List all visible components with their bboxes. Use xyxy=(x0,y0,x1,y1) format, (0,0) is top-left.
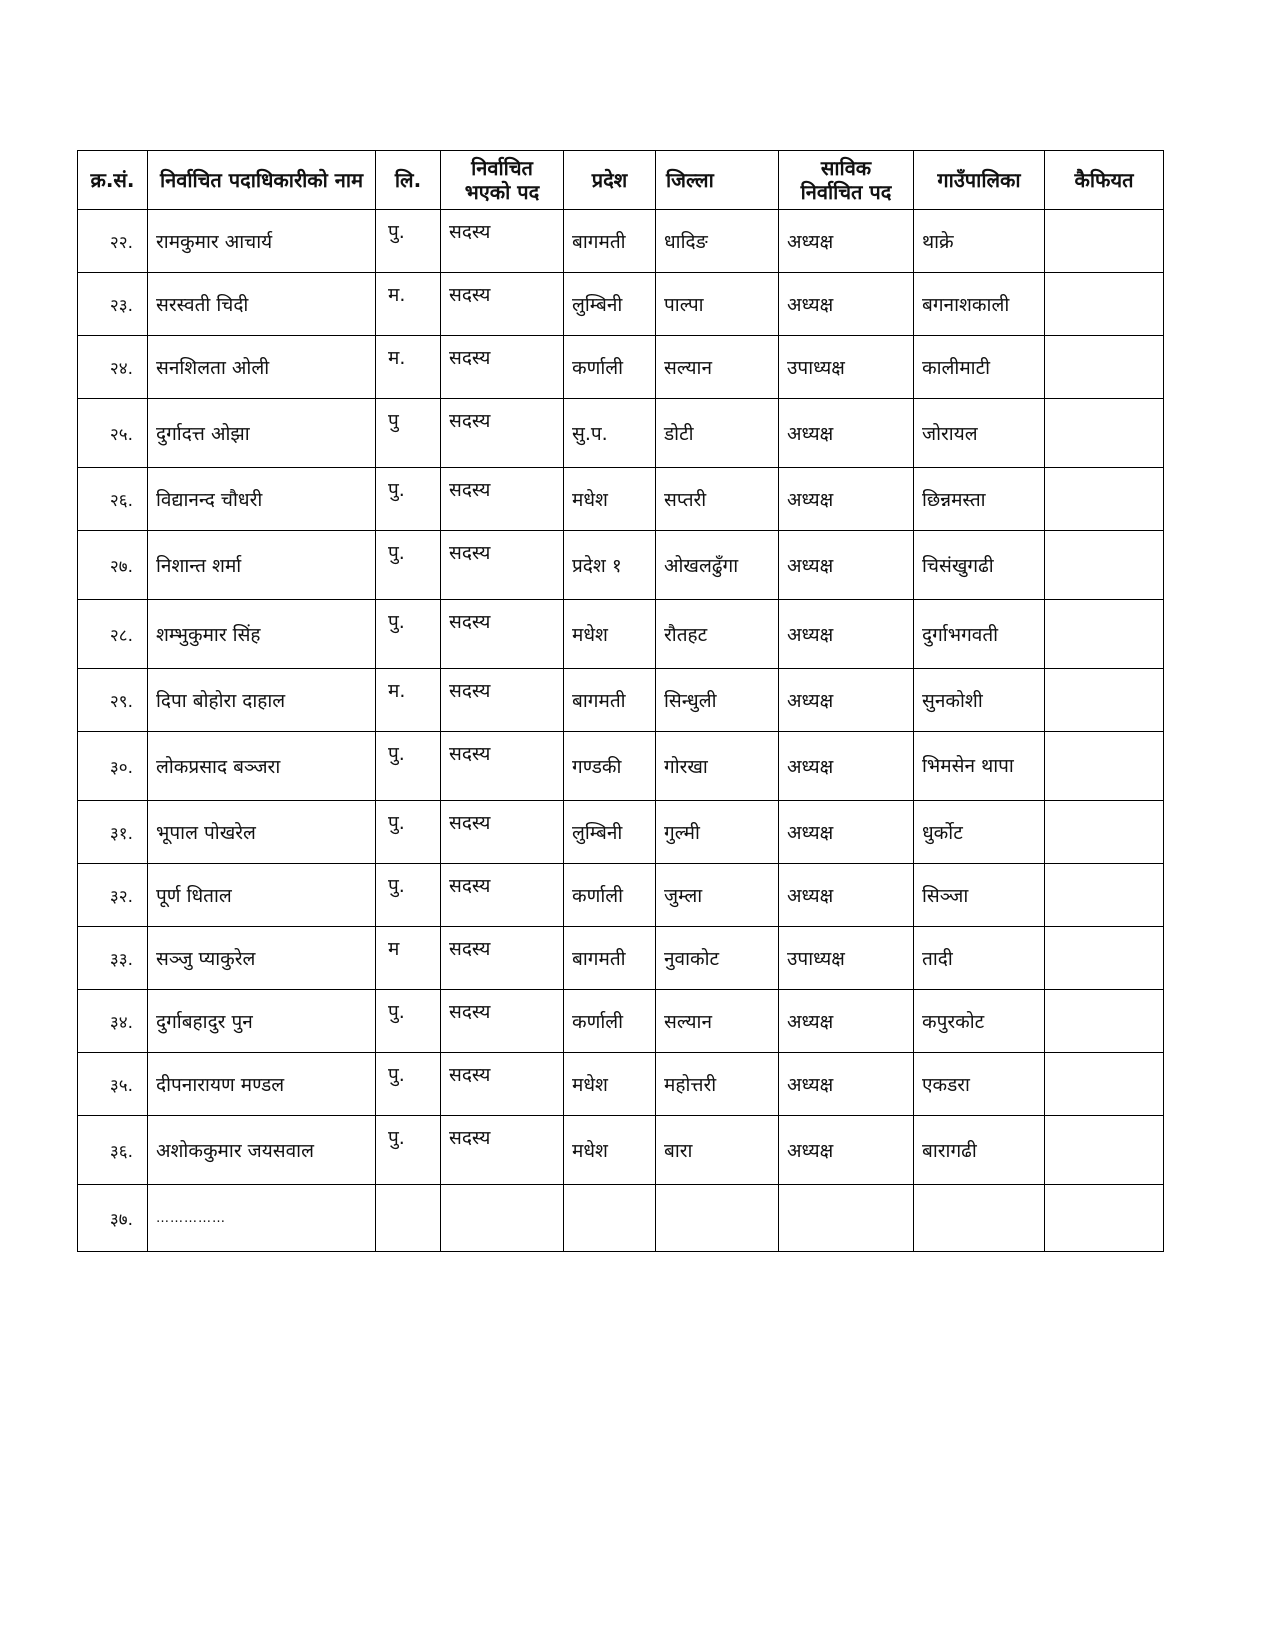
cell-previous-post xyxy=(779,1185,914,1252)
cell-municipality: दुर्गाभगवती xyxy=(914,600,1045,669)
cell-remarks xyxy=(1045,1185,1164,1252)
cell-name: दिपा बोहोरा दाहाल xyxy=(148,669,376,732)
table-row xyxy=(78,864,1164,927)
cell-elected-post: सदस्य xyxy=(441,399,564,468)
header-gender: लि. xyxy=(376,151,441,210)
cell-previous-post: अध्यक्ष xyxy=(779,531,914,600)
cell-municipality: थाक्रे xyxy=(914,210,1045,273)
cell-district: सल्यान xyxy=(656,336,779,399)
table-row xyxy=(78,801,1164,864)
cell-district: सिन्धुली xyxy=(656,669,779,732)
cell-name: भूपाल पोखरेल xyxy=(148,801,376,864)
cell-previous-post: अध्यक्ष xyxy=(779,1116,914,1185)
cell-serial-number: ३१. xyxy=(78,801,148,864)
table-row xyxy=(78,732,1164,801)
cell-gender: म xyxy=(376,927,441,990)
cell-previous-post: अध्यक्ष xyxy=(779,273,914,336)
cell-district: नुवाकोट xyxy=(656,927,779,990)
cell-elected-post: सदस्य xyxy=(441,1116,564,1185)
cell-gender: पु. xyxy=(376,1116,441,1185)
cell-district: सल्यान xyxy=(656,990,779,1053)
cell-province: प्रदेश १ xyxy=(564,531,656,600)
cell-previous-post: अध्यक्ष xyxy=(779,399,914,468)
cell-district: गुल्मी xyxy=(656,801,779,864)
cell-serial-number: ३०. xyxy=(78,732,148,801)
cell-gender: पु xyxy=(376,399,441,468)
cell-municipality: सुनकोशी xyxy=(914,669,1045,732)
cell-serial-number: २३. xyxy=(78,273,148,336)
cell-elected-post: सदस्य xyxy=(441,468,564,531)
cell-district: बारा xyxy=(656,1116,779,1185)
cell-name: दीपनारायण मण्डल xyxy=(148,1053,376,1116)
cell-province xyxy=(564,1185,656,1252)
cell-municipality: जोरायल xyxy=(914,399,1045,468)
cell-municipality: भिमसेन थापा xyxy=(914,732,1045,801)
cell-serial-number: ३६. xyxy=(78,1116,148,1185)
cell-remarks xyxy=(1045,1053,1164,1116)
cell-province: बागमती xyxy=(564,669,656,732)
cell-previous-post: उपाध्यक्ष xyxy=(779,336,914,399)
cell-gender: पु. xyxy=(376,210,441,273)
header-name: निर्वाचित पदाधिकारीको नाम xyxy=(148,151,376,210)
cell-remarks xyxy=(1045,927,1164,990)
cell-gender xyxy=(376,1185,441,1252)
table-row xyxy=(78,1053,1164,1116)
cell-municipality: छिन्नमस्ता xyxy=(914,468,1045,531)
cell-province: कर्णाली xyxy=(564,336,656,399)
cell-municipality: चिसंखुगढी xyxy=(914,531,1045,600)
cell-serial-number: २७. xyxy=(78,531,148,600)
cell-district: सप्तरी xyxy=(656,468,779,531)
cell-province: कर्णाली xyxy=(564,990,656,1053)
cell-name: सञ्जु प्याकुरेल xyxy=(148,927,376,990)
cell-name: शम्भुकुमार सिंह xyxy=(148,600,376,669)
table-row xyxy=(78,336,1164,399)
cell-name: निशान्त शर्मा xyxy=(148,531,376,600)
cell-name: लोकप्रसाद बञ्जरा xyxy=(148,732,376,801)
cell-remarks xyxy=(1045,399,1164,468)
cell-province: मधेश xyxy=(564,600,656,669)
cell-name: अशोककुमार जयसवाल xyxy=(148,1116,376,1185)
cell-remarks xyxy=(1045,990,1164,1053)
cell-serial-number: २९. xyxy=(78,669,148,732)
header-serial-number: क्र.सं. xyxy=(78,151,148,210)
cell-name: विद्यानन्द चौधरी xyxy=(148,468,376,531)
cell-province: बागमती xyxy=(564,927,656,990)
cell-district: गोरखा xyxy=(656,732,779,801)
cell-province: लुम्बिनी xyxy=(564,273,656,336)
cell-serial-number: २२. xyxy=(78,210,148,273)
cell-district: महोत्तरी xyxy=(656,1053,779,1116)
cell-elected-post: सदस्य xyxy=(441,600,564,669)
cell-serial-number: ३३. xyxy=(78,927,148,990)
cell-province: सु.प. xyxy=(564,399,656,468)
cell-elected-post: सदस्य xyxy=(441,1053,564,1116)
cell-elected-post xyxy=(441,1185,564,1252)
cell-gender: म. xyxy=(376,273,441,336)
cell-previous-post: अध्यक्ष xyxy=(779,732,914,801)
cell-previous-post: अध्यक्ष xyxy=(779,669,914,732)
cell-elected-post: सदस्य xyxy=(441,210,564,273)
cell-province: मधेश xyxy=(564,1116,656,1185)
cell-province: लुम्बिनी xyxy=(564,801,656,864)
cell-province: गण्डकी xyxy=(564,732,656,801)
cell-elected-post: सदस्य xyxy=(441,273,564,336)
table-row xyxy=(78,927,1164,990)
officials-table xyxy=(77,150,1164,1252)
cell-previous-post: अध्यक्ष xyxy=(779,801,914,864)
cell-province: मधेश xyxy=(564,468,656,531)
cell-previous-post: अध्यक्ष xyxy=(779,468,914,531)
cell-serial-number: २६. xyxy=(78,468,148,531)
table-header-row xyxy=(78,151,1164,210)
cell-gender: पु. xyxy=(376,600,441,669)
cell-province: मधेश xyxy=(564,1053,656,1116)
cell-remarks xyxy=(1045,468,1164,531)
cell-district: डोटी xyxy=(656,399,779,468)
cell-remarks xyxy=(1045,801,1164,864)
cell-elected-post: सदस्य xyxy=(441,990,564,1053)
cell-municipality: एकडरा xyxy=(914,1053,1045,1116)
cell-district: पाल्पा xyxy=(656,273,779,336)
cell-name: दुर्गाबहादुर पुन xyxy=(148,990,376,1053)
cell-serial-number: ३४. xyxy=(78,990,148,1053)
cell-district: जुम्ला xyxy=(656,864,779,927)
cell-remarks xyxy=(1045,669,1164,732)
cell-municipality: धुर्कोट xyxy=(914,801,1045,864)
cell-name: सनशिलता ओली xyxy=(148,336,376,399)
cell-district xyxy=(656,1185,779,1252)
cell-elected-post: सदस्य xyxy=(441,801,564,864)
cell-remarks xyxy=(1045,600,1164,669)
cell-municipality: तादी xyxy=(914,927,1045,990)
cell-serial-number: २४. xyxy=(78,336,148,399)
cell-gender: पु. xyxy=(376,864,441,927)
cell-name: सरस्वती चिदी xyxy=(148,273,376,336)
cell-gender: म. xyxy=(376,669,441,732)
cell-province: बागमती xyxy=(564,210,656,273)
cell-remarks xyxy=(1045,1116,1164,1185)
cell-remarks xyxy=(1045,732,1164,801)
cell-municipality xyxy=(914,1185,1045,1252)
cell-remarks xyxy=(1045,210,1164,273)
table-row xyxy=(78,273,1164,336)
cell-elected-post: सदस्य xyxy=(441,864,564,927)
cell-name: पूर्ण धिताल xyxy=(148,864,376,927)
cell-municipality: बारागढी xyxy=(914,1116,1045,1185)
cell-district: रौतहट xyxy=(656,600,779,669)
cell-gender: पु. xyxy=(376,732,441,801)
cell-municipality: कालीमाटी xyxy=(914,336,1045,399)
cell-serial-number: २८. xyxy=(78,600,148,669)
cell-serial-number: ३७. xyxy=(78,1185,148,1252)
table-row xyxy=(78,210,1164,273)
cell-remarks xyxy=(1045,531,1164,600)
cell-previous-post: अध्यक्ष xyxy=(779,600,914,669)
cell-gender: पु. xyxy=(376,468,441,531)
cell-elected-post: सदस्य xyxy=(441,732,564,801)
table-row xyxy=(78,399,1164,468)
cell-serial-number: ३२. xyxy=(78,864,148,927)
header-municipality: गाउँपालिका xyxy=(914,151,1045,210)
header-remarks: कैफियत xyxy=(1045,151,1164,210)
cell-elected-post: सदस्य xyxy=(441,927,564,990)
cell-elected-post: सदस्य xyxy=(441,669,564,732)
table-row xyxy=(78,600,1164,669)
cell-elected-post: सदस्य xyxy=(441,336,564,399)
cell-gender: पु. xyxy=(376,531,441,600)
cell-gender: पु. xyxy=(376,990,441,1053)
cell-remarks xyxy=(1045,273,1164,336)
cell-gender: पु. xyxy=(376,801,441,864)
cell-municipality: कपुरकोट xyxy=(914,990,1045,1053)
cell-name-placeholder: …………… xyxy=(148,1185,376,1252)
cell-name: रामकुमार आचार्य xyxy=(148,210,376,273)
header-elected-post: निर्वाचित भएको पद xyxy=(441,151,564,210)
cell-municipality: बगनाशकाली xyxy=(914,273,1045,336)
cell-previous-post: अध्यक्ष xyxy=(779,210,914,273)
cell-serial-number: २५. xyxy=(78,399,148,468)
cell-district: ओखलढुँगा xyxy=(656,531,779,600)
cell-elected-post: सदस्य xyxy=(441,531,564,600)
cell-remarks xyxy=(1045,336,1164,399)
header-previous-post: साविक निर्वाचित पद xyxy=(779,151,914,210)
table-row xyxy=(78,1116,1164,1185)
cell-remarks xyxy=(1045,864,1164,927)
cell-province: कर्णाली xyxy=(564,864,656,927)
cell-gender: पु. xyxy=(376,1053,441,1116)
cell-previous-post: अध्यक्ष xyxy=(779,864,914,927)
cell-previous-post: अध्यक्ष xyxy=(779,990,914,1053)
table-row xyxy=(78,990,1164,1053)
table-row xyxy=(78,1185,1164,1252)
cell-previous-post: अध्यक्ष xyxy=(779,1053,914,1116)
cell-municipality: सिञ्जा xyxy=(914,864,1045,927)
table-row xyxy=(78,531,1164,600)
header-district: जिल्ला xyxy=(656,151,779,210)
cell-district: धादिङ xyxy=(656,210,779,273)
table-row xyxy=(78,669,1164,732)
table-row xyxy=(78,468,1164,531)
cell-gender: म. xyxy=(376,336,441,399)
cell-previous-post: उपाध्यक्ष xyxy=(779,927,914,990)
cell-name: दुर्गादत्त ओझा xyxy=(148,399,376,468)
header-province: प्रदेश xyxy=(564,151,656,210)
cell-serial-number: ३५. xyxy=(78,1053,148,1116)
